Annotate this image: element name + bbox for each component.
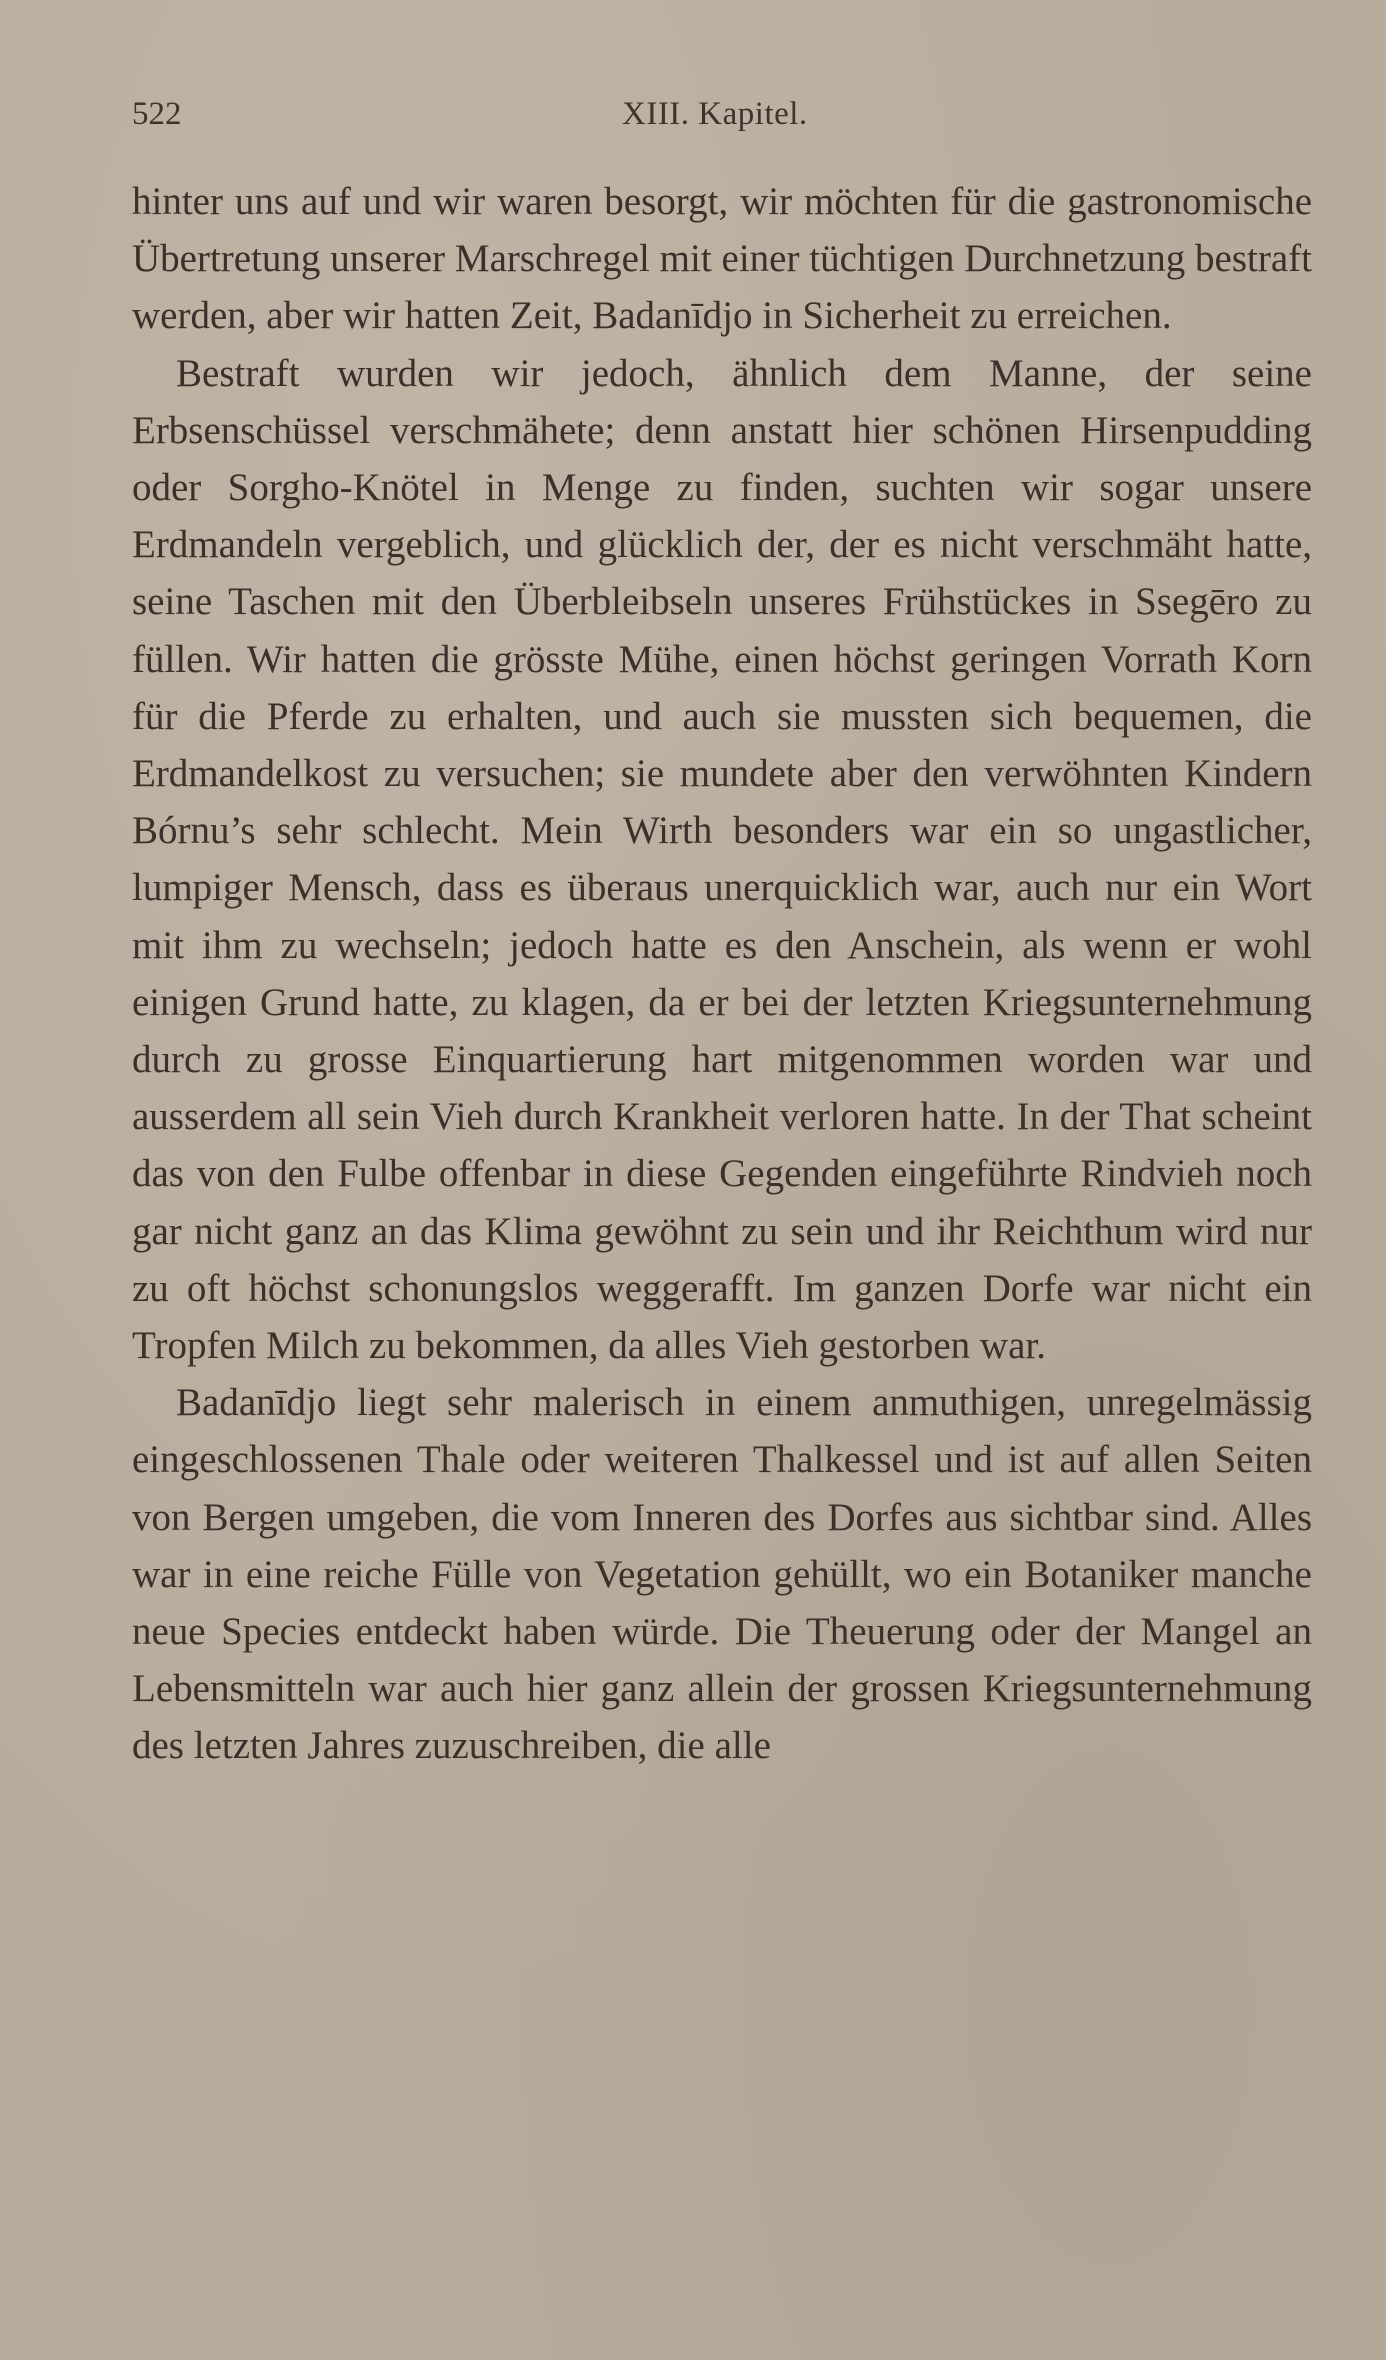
page-number: 522 (132, 96, 182, 132)
paragraph-bestraft: Bestraft wurden wir jedoch, ähnlich dem Manne, der seine Erbsenschüssel verschmähete; denn anstatt hier schönen Hirsenpudding oder Sorgho-Knötel in Menge zu finden, suchten wir sogar unsere Erdmandeln vergeblich, und glücklich der, der es nicht verschmäht hatte, seine Taschen mit den Überbleibseln unseres Frühstückes in Ssegēro zu füllen. Wir hatten die grösste Mühe, einen höchst geringen Vorrath Korn für die Pferde zu erhalten, und auch sie mussten sich bequemen, die Erdmandelkost zu versuchen; sie mundete aber den verwöhnten Kindern Bórnu’s sehr schlecht. Mein Wirth besonders war ein so ungastlicher, lumpiger Mensch, dass es überaus unerquicklich war, auch nur ein Wort mit ihm zu wechseln; jedoch hatte es den Anschein, als wenn er wohl einigen Grund hatte, zu klagen, da er bei der letzten Kriegsunternehmung durch zu grosse Einquartierung hart mitgenommen worden war und ausserdem all sein Vieh durch Krankheit verloren hatte. In der That scheint das von den Fulbe offenbar in diese Gegenden eingeführte Rindvieh noch gar nicht ganz an das Klima gewöhnt zu sein und ihr Reichthum wird nur zu oft höchst schonungslos weggerafft. Im ganzen Dorfe war nicht ein Tropfen Milch zu bekommen, da alles Vieh gestorben war. (132, 351, 1312, 1368)
paragraph-badanidjo: Badanīdjo liegt sehr malerisch in einem anmuthigen, unregelmässig eingeschlossenen Thale oder weiteren Thalkessel und ist auf allen Seiten von Bergen umgeben, die vom Inneren des Dorfes aus sichtbar sind. Alles war in eine reiche Fülle von Vegetation gehüllt, wo ein Botaniker manche neue Species entdeckt haben würde. Die Theuerung oder der Mangel an Lebensmitteln war auch hier ganz allein der grossen Kriegsunternehmung des letzten Jahres zuzuschreiben, die alle (132, 1381, 1312, 1768)
running-head: XIII. Kapitel. (622, 96, 808, 132)
body-text (132, 173, 1312, 1775)
page-header (132, 96, 1312, 146)
paragraph-continuation: hinter uns auf und wir waren besorgt, wir möchten für die gastronomische Übertretung unserer Marschregel mit einer tüchtigen Durchnetzung bestraft werden, aber wir hatten Zeit, Badanīdjo in Sicherheit zu erreichen. (132, 180, 1312, 338)
